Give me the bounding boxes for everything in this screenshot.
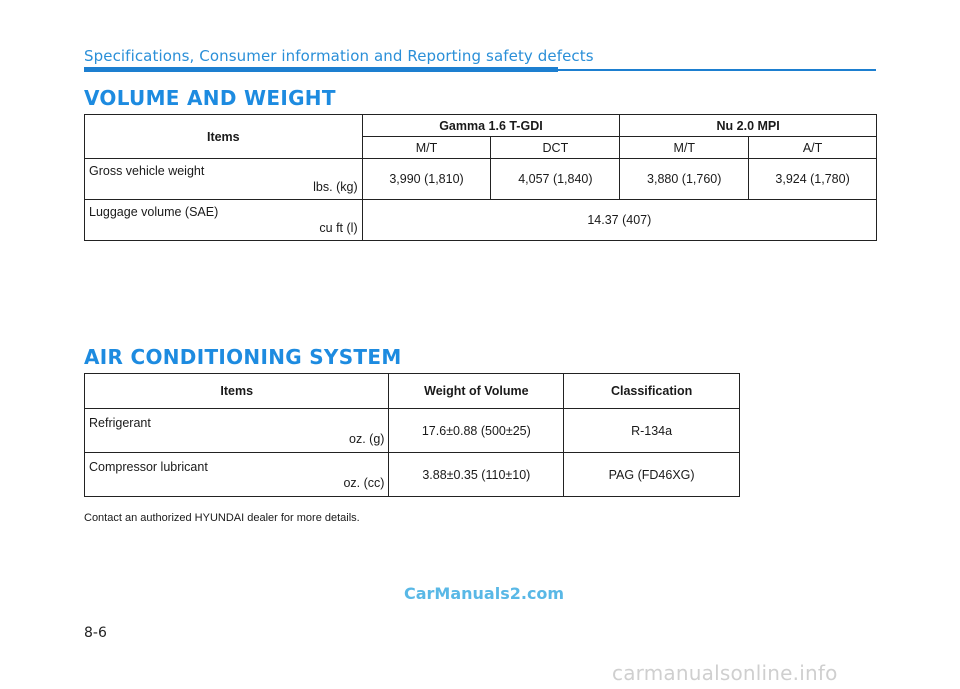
value-cell: R-134a (564, 409, 740, 453)
value-cell: 3,990 (1,810) (362, 159, 491, 200)
row-label: Refrigerant (89, 415, 151, 430)
air-conditioning-title: AIR CONDITIONING SYSTEM (84, 345, 402, 369)
table-row (85, 453, 740, 497)
row-unit: oz. (g) (349, 431, 385, 446)
volume-weight-table (84, 114, 877, 241)
footer-brand: carmanualsonline.info (612, 661, 838, 685)
value-cell: 3.88±0.35 (110±10) (389, 453, 564, 497)
transmission-header: M/T (620, 137, 749, 159)
row-label-cell (85, 200, 363, 241)
header-accent-bar (84, 67, 558, 72)
items-header: Items (85, 115, 363, 159)
engine-header-gamma: Gamma 1.6 T-GDI (362, 115, 620, 137)
page-number: 8-6 (84, 625, 107, 641)
row-label: Compressor lubricant (89, 459, 208, 474)
volume-weight-title: VOLUME AND WEIGHT (84, 86, 336, 110)
value-cell: PAG (FD46XG) (564, 453, 740, 497)
engine-header-nu: Nu 2.0 MPI (620, 115, 877, 137)
table-row (85, 409, 740, 453)
transmission-header: M/T (362, 137, 491, 159)
row-unit: lbs. (kg) (313, 180, 358, 194)
row-label: Gross vehicle weight (89, 164, 205, 178)
transmission-header: A/T (749, 137, 877, 159)
weight-header: Weight of Volume (389, 374, 564, 409)
dealer-note: Contact an authorized HYUNDAI dealer for more details. (84, 512, 360, 524)
classification-header: Classification (564, 374, 740, 409)
section-header-title: Specifications, Consumer information and Reporting safety defects (84, 47, 594, 65)
table-row (85, 200, 877, 241)
header-rule-line (558, 69, 876, 71)
air-conditioning-table (84, 373, 740, 497)
row-unit: oz. (cc) (343, 475, 385, 490)
transmission-header: DCT (491, 137, 620, 159)
value-cell: 17.6±0.88 (500±25) (389, 409, 564, 453)
row-label-cell (85, 453, 389, 497)
value-cell-merged: 14.37 (407) (362, 200, 876, 241)
row-unit: cu ft (l) (319, 221, 358, 235)
table-row (85, 159, 877, 200)
value-cell: 3,924 (1,780) (749, 159, 877, 200)
watermark-link[interactable]: CarManuals2.com (404, 584, 565, 603)
items-header: Items (85, 374, 389, 409)
row-label-cell (85, 159, 363, 200)
value-cell: 4,057 (1,840) (491, 159, 620, 200)
row-label-cell (85, 409, 389, 453)
value-cell: 3,880 (1,760) (620, 159, 749, 200)
row-label: Luggage volume (SAE) (89, 205, 219, 219)
